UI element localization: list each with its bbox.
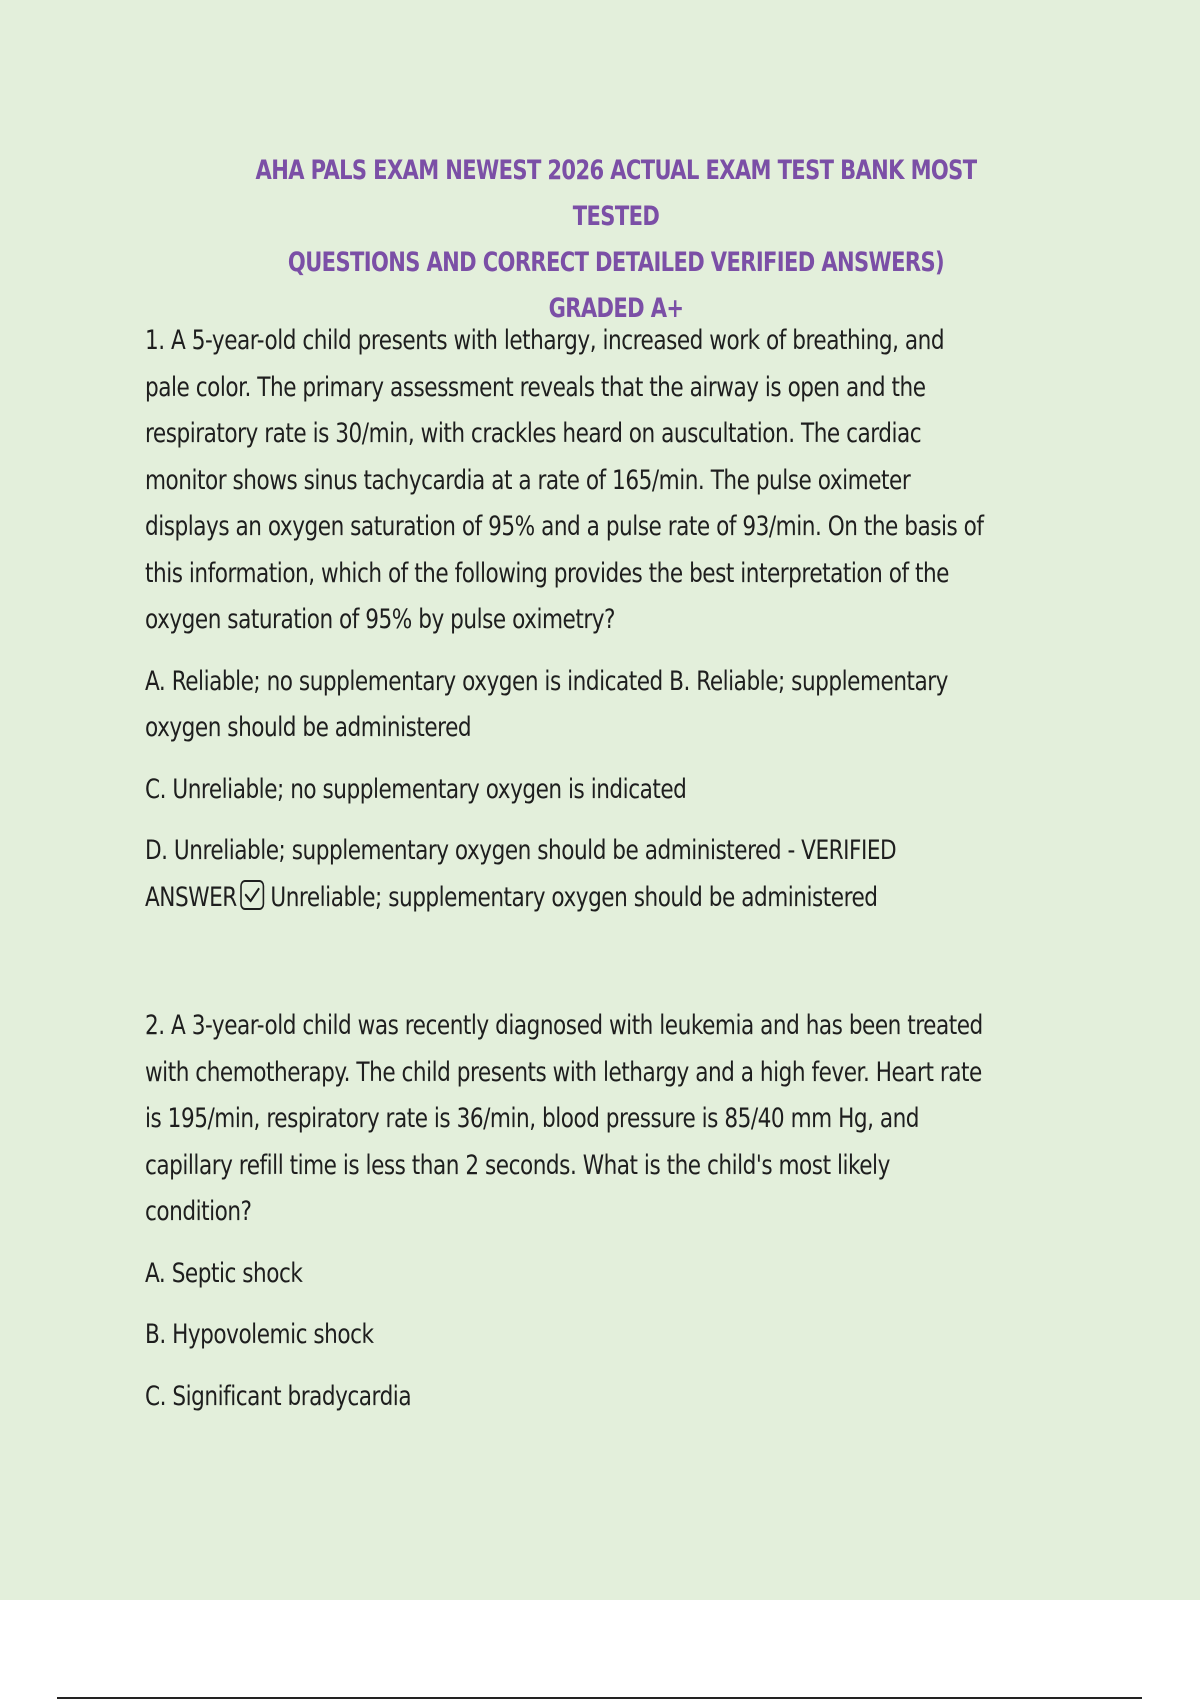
question-divider-space (145, 936, 1145, 1003)
question-2-option-b: B. Hypovolemic shock (145, 1319, 374, 1350)
footer-divider (57, 1697, 1142, 1699)
question-2-stem: 2. A 3-year-old child was recently diagnosed with leukemia and has been treated with chemotherapy. The child presents with lethargy and a high fever. Heart rate is 195/min, respiratory rate is 36/min, blood pressure is 85/40 mm Hg, and capillary refill time is less than 2 seconds. What is the child's most likely condition? (145, 1010, 983, 1227)
question-1-options-ab: A. Reliable; no supplementary oxygen is indicated B. Reliable; supplementary oxygen should be administered (145, 665, 948, 743)
question-1-stem: 1. A 5-year-old child presents with lethargy, increased work of breathing, and pale color. The primary assessment reveals that the airway is open and the respiratory rate is 30/min, with crackles heard on auscultation. The cardiac monitor shows sinus tachycardia at a rate of 165/min. The pulse oximeter displays an oxygen saturation of 95% and a pulse rate of 93/min. On the basis of this information, which of the following provides the best interpretation of the oxygen saturation of 95% by pulse oximetry? (145, 325, 984, 635)
document-title (253, 148, 980, 332)
question-1-option-d-text: D. Unreliable; supplementary oxygen should be administered - VERIFIED ANSWER (145, 835, 897, 913)
title-line-1: AHA PALS EXAM NEWEST 2026 ACTUAL EXAM TEST BANK MOST TESTED (255, 155, 977, 232)
question-2-option-a: A. Septic shock (145, 1257, 303, 1289)
question-1 (145, 318, 993, 936)
question-2-option-c: C. Significant bradycardia (145, 1380, 412, 1412)
question-1-answer: Unreliable; supplementary oxygen should be administered (270, 881, 878, 913)
document-body (145, 318, 1145, 1435)
title-line-2: QUESTIONS AND CORRECT DETAILED VERIFIED ANSWERS) GRADED A+ (287, 247, 945, 324)
question-2 (145, 1003, 993, 1435)
question-1-option-c: C. Unreliable; no supplementary oxygen is indicated (145, 773, 687, 805)
question-1-option-d (145, 828, 993, 921)
checkbox-checked-icon (240, 880, 264, 910)
